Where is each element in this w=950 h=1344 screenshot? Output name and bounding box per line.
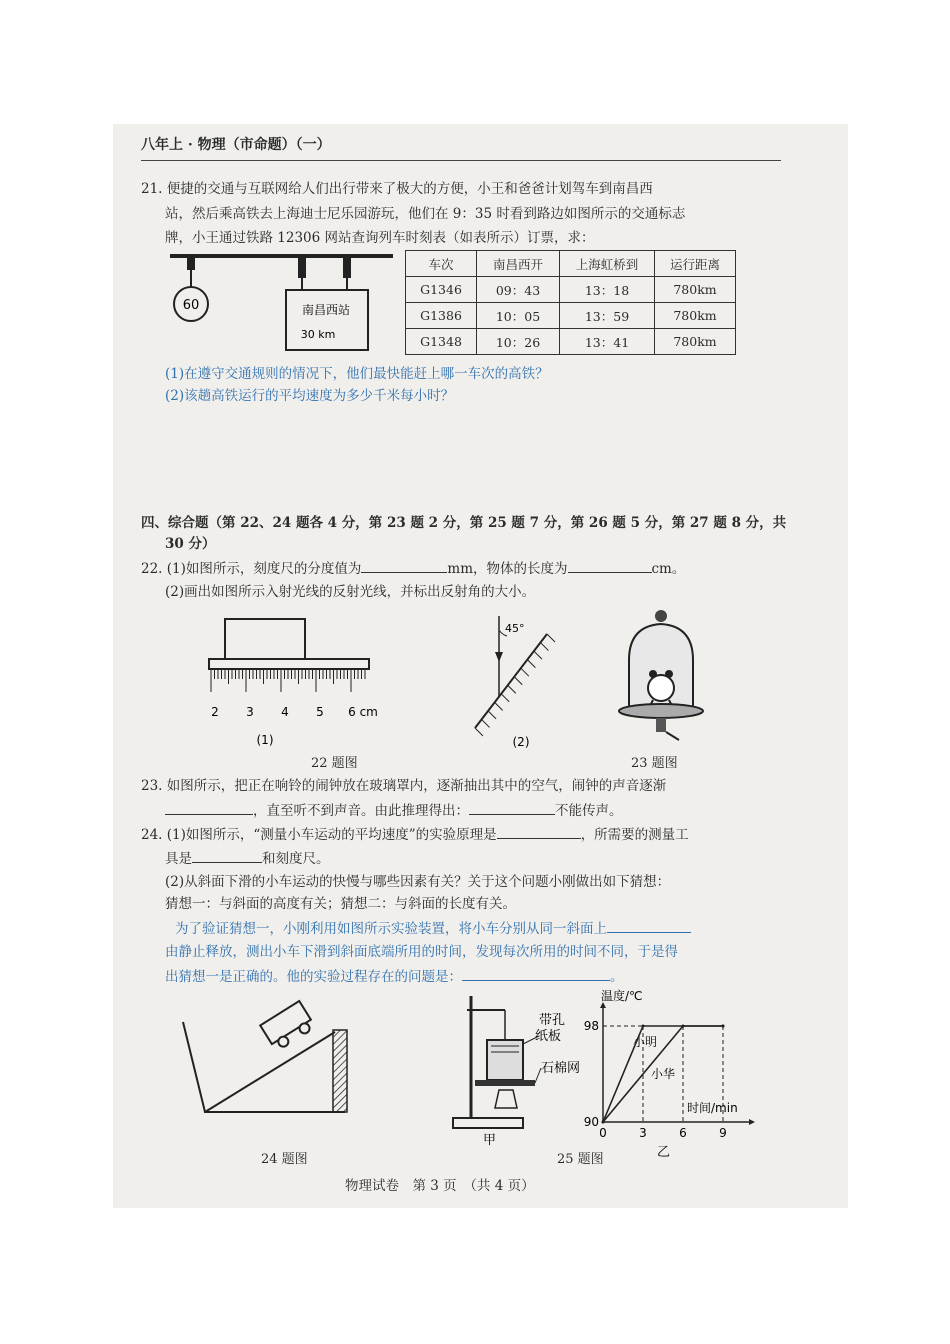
ruler-figure	[201, 606, 381, 746]
q21-line1: 21. 便捷的交通与互联网给人们出行带来了极大的方便，小王和爸爸计划驾车到南昌西	[141, 181, 653, 197]
timetable-cell: 13：41	[560, 329, 655, 355]
incline-support	[333, 1030, 347, 1112]
answer-blank[interactable]	[361, 558, 447, 573]
q24-text-1b: ，所需要的测量工	[580, 827, 689, 843]
x-tick-label: 3	[639, 1126, 647, 1140]
q23-caption: 23 题图	[631, 756, 678, 771]
ruler-label: 3	[246, 705, 254, 719]
temperature-chart	[563, 989, 763, 1160]
label-jia: 甲	[483, 1133, 497, 1148]
incident-angle: 45°	[505, 622, 525, 635]
traffic-sign-figure	[168, 248, 398, 358]
train-timetable	[405, 250, 736, 355]
mirror-hatch-line	[547, 634, 555, 642]
q24-text-5: 为了验证猜想一，小刚利用如图所示实验装置，将小车分别从同一斜面上	[175, 921, 607, 937]
timetable-cell: G1346	[406, 277, 477, 303]
timetable-cell: G1386	[406, 303, 477, 329]
mirror-hatch-line	[508, 685, 516, 693]
q24-text-2b: 和刻度尺。	[262, 851, 330, 867]
x-tick-label: 0	[599, 1126, 607, 1140]
q22-line1	[141, 558, 685, 579]
incline-track	[183, 1022, 345, 1112]
asbestos-mesh	[475, 1080, 535, 1086]
q24-line6: 由静止释放，测出小车下滑到斜面底端所用的时间，发现每次所用的时间不同，于是得	[165, 944, 678, 960]
answer-blank[interactable]	[497, 824, 581, 839]
q22-text-a2: mm，物体的长度为	[447, 561, 568, 577]
q22-text-a1: 22. (1)如图所示，刻度尺的分度值为	[141, 561, 362, 577]
x-tick-label: 6	[679, 1126, 687, 1140]
label-board: 带孔	[539, 1013, 566, 1028]
page-footer: 物理试卷 第 3 页 （共 4 页）	[345, 1178, 535, 1194]
x-axis-arrow	[749, 1119, 755, 1125]
y-tick-label: 98	[583, 1019, 599, 1033]
series-label-ming: 小明	[633, 1035, 658, 1049]
answer-blank[interactable]	[192, 848, 262, 863]
data-point	[642, 1025, 645, 1028]
timetable-cell: 10：05	[477, 303, 560, 329]
label-yi: 乙	[657, 1145, 671, 1160]
q21-line2: 站，然后乘高铁去上海迪士尼乐园游玩，他们在 9：35 时看到路边如图所示的交通标志	[165, 206, 686, 222]
mirror-surface	[475, 634, 547, 728]
mirror-hatch-line	[488, 711, 496, 719]
section4-line1: 四、综合题（第 22、24 题各 4 分，第 23 题 2 分，第 25 题 7 分，第 26 题 5 分，第 27 题 8 分，共	[141, 515, 787, 531]
q24-line4: 猜想一：与斜面的高度有关；猜想二：与斜面的长度有关。	[165, 896, 516, 912]
mirror-hatch-line	[527, 660, 535, 668]
q24-line5	[175, 918, 691, 939]
table-row	[406, 277, 736, 303]
q24-line7	[165, 966, 624, 987]
q22-caption: 22 题图	[311, 756, 358, 771]
timetable-cell: 13：59	[560, 303, 655, 329]
timetable-header: 运行距离	[655, 251, 736, 277]
toy-cart	[260, 1001, 315, 1052]
page-header: 八年上 · 物理（市命题）（一）	[141, 137, 331, 153]
incline-surface	[205, 1032, 335, 1112]
ray-arrow	[495, 652, 503, 662]
table-row	[406, 303, 736, 329]
ruler-label: 2	[211, 705, 219, 719]
bell-jar-figure	[613, 608, 713, 748]
timetable-cell: G1348	[406, 329, 477, 355]
station-distance: 30 km	[300, 328, 336, 341]
q24-text-7a: 出猜想一是正确的。他的实验过程存在的问题是：	[165, 969, 462, 985]
q23-text-a: ，直至听不到声音。由此推理得出：	[253, 803, 469, 819]
table-row	[406, 329, 736, 355]
pump-valve	[656, 718, 666, 732]
q21-line3: 牌，小王通过铁路 12306 网站查询列车时刻表（如表所示）订票，求：	[165, 230, 595, 246]
answer-blank[interactable]	[165, 800, 253, 815]
jar-base-plate	[619, 704, 703, 718]
q23-line2	[165, 800, 623, 821]
answer-blank[interactable]	[462, 966, 610, 981]
timetable-header: 上海虹桥到	[560, 251, 655, 277]
timetable-header: 南昌西开	[477, 251, 560, 277]
timetable-cell: 09：43	[477, 277, 560, 303]
mirror-hatch-line	[534, 651, 542, 659]
alarm-clock	[648, 675, 674, 701]
exam-page	[113, 124, 848, 1208]
y-tick-label: 90	[583, 1115, 599, 1129]
label-mesh: 石棉网	[541, 1061, 581, 1076]
q21-sub2: (2)该趟高铁运行的平均速度为多少千米每小时？	[165, 388, 455, 404]
fig1-label: (1)	[256, 733, 274, 747]
mirror-hatch-line	[521, 668, 529, 676]
mirror-figure	[475, 612, 555, 750]
answer-blank[interactable]	[607, 918, 691, 933]
q22-text-a3: cm。	[651, 561, 686, 577]
timetable-cell: 10：26	[477, 329, 560, 355]
speed-limit-value: 60	[182, 298, 200, 313]
mirror-hatch-line	[495, 702, 503, 710]
mirror-hatch-line	[501, 694, 509, 702]
stand-base	[453, 1118, 523, 1128]
q24-line1	[141, 824, 689, 845]
data-point	[682, 1025, 685, 1028]
ruler-label: 6 cm	[348, 705, 378, 719]
measured-block	[225, 619, 305, 659]
q24-text-7b: 。	[610, 969, 624, 985]
q22-line2: (2)画出如图所示入射光线的反射光线，并标出反射角的大小。	[165, 584, 536, 600]
data-point	[602, 1121, 605, 1124]
timetable-cell: 13：18	[560, 277, 655, 303]
x-axis-title: 时间/min	[687, 1101, 738, 1115]
fig2-label: (2)	[512, 735, 530, 749]
ruler-label: 5	[316, 705, 324, 719]
alcohol-lamp	[495, 1090, 517, 1108]
timetable-header: 车次	[406, 251, 477, 277]
series-label-hua: 小华	[651, 1067, 676, 1081]
timetable-cell: 780km	[655, 329, 736, 355]
timetable-cell: 780km	[655, 303, 736, 329]
mirror-hatch-line	[482, 719, 490, 727]
y-axis-title: 温度/℃	[601, 989, 643, 1003]
timetable-cell: 780km	[655, 277, 736, 303]
mirror-hatch-line	[514, 677, 522, 685]
x-tick-label: 9	[719, 1126, 727, 1140]
section4-line2: 30 分）	[165, 536, 216, 552]
q24-text-2a: 具是	[165, 851, 192, 867]
station-name: 南昌西站	[301, 303, 351, 317]
q23-text-b: 不能传声。	[555, 803, 623, 819]
jar-knob	[655, 610, 667, 622]
q24-line2	[165, 848, 330, 869]
mirror-hatch-line	[475, 728, 483, 736]
q24-text-1a: 24. (1)如图所示，“测量小车运动的平均速度”的实验原理是	[141, 827, 497, 843]
incline-figure	[177, 1002, 357, 1122]
label-board2: 纸板	[535, 1029, 562, 1044]
ruler-label: 4	[281, 705, 289, 719]
q24-line3: (2)从斜面下滑的小车运动的快慢与哪些因素有关？关于这个问题小刚做出如下猜想：	[165, 874, 671, 890]
q21-sub1: (1)在遵守交通规则的情况下，他们最快能赶上哪一车次的高铁？	[165, 366, 549, 382]
data-point	[722, 1025, 725, 1028]
q24-caption: 24 题图	[261, 1152, 308, 1167]
mirror-hatch-line	[540, 643, 548, 651]
answer-blank[interactable]	[568, 558, 652, 573]
ruler-body	[209, 659, 369, 669]
header-rule	[141, 160, 781, 161]
station-sign	[286, 290, 368, 350]
q25-caption: 25 题图	[557, 1152, 604, 1167]
q23-line1: 23. 如图所示，把正在响铃的闹钟放在玻璃罩内，逐渐抽出其中的空气，闹钟的声音逐渐	[141, 778, 667, 794]
answer-blank[interactable]	[469, 800, 555, 815]
